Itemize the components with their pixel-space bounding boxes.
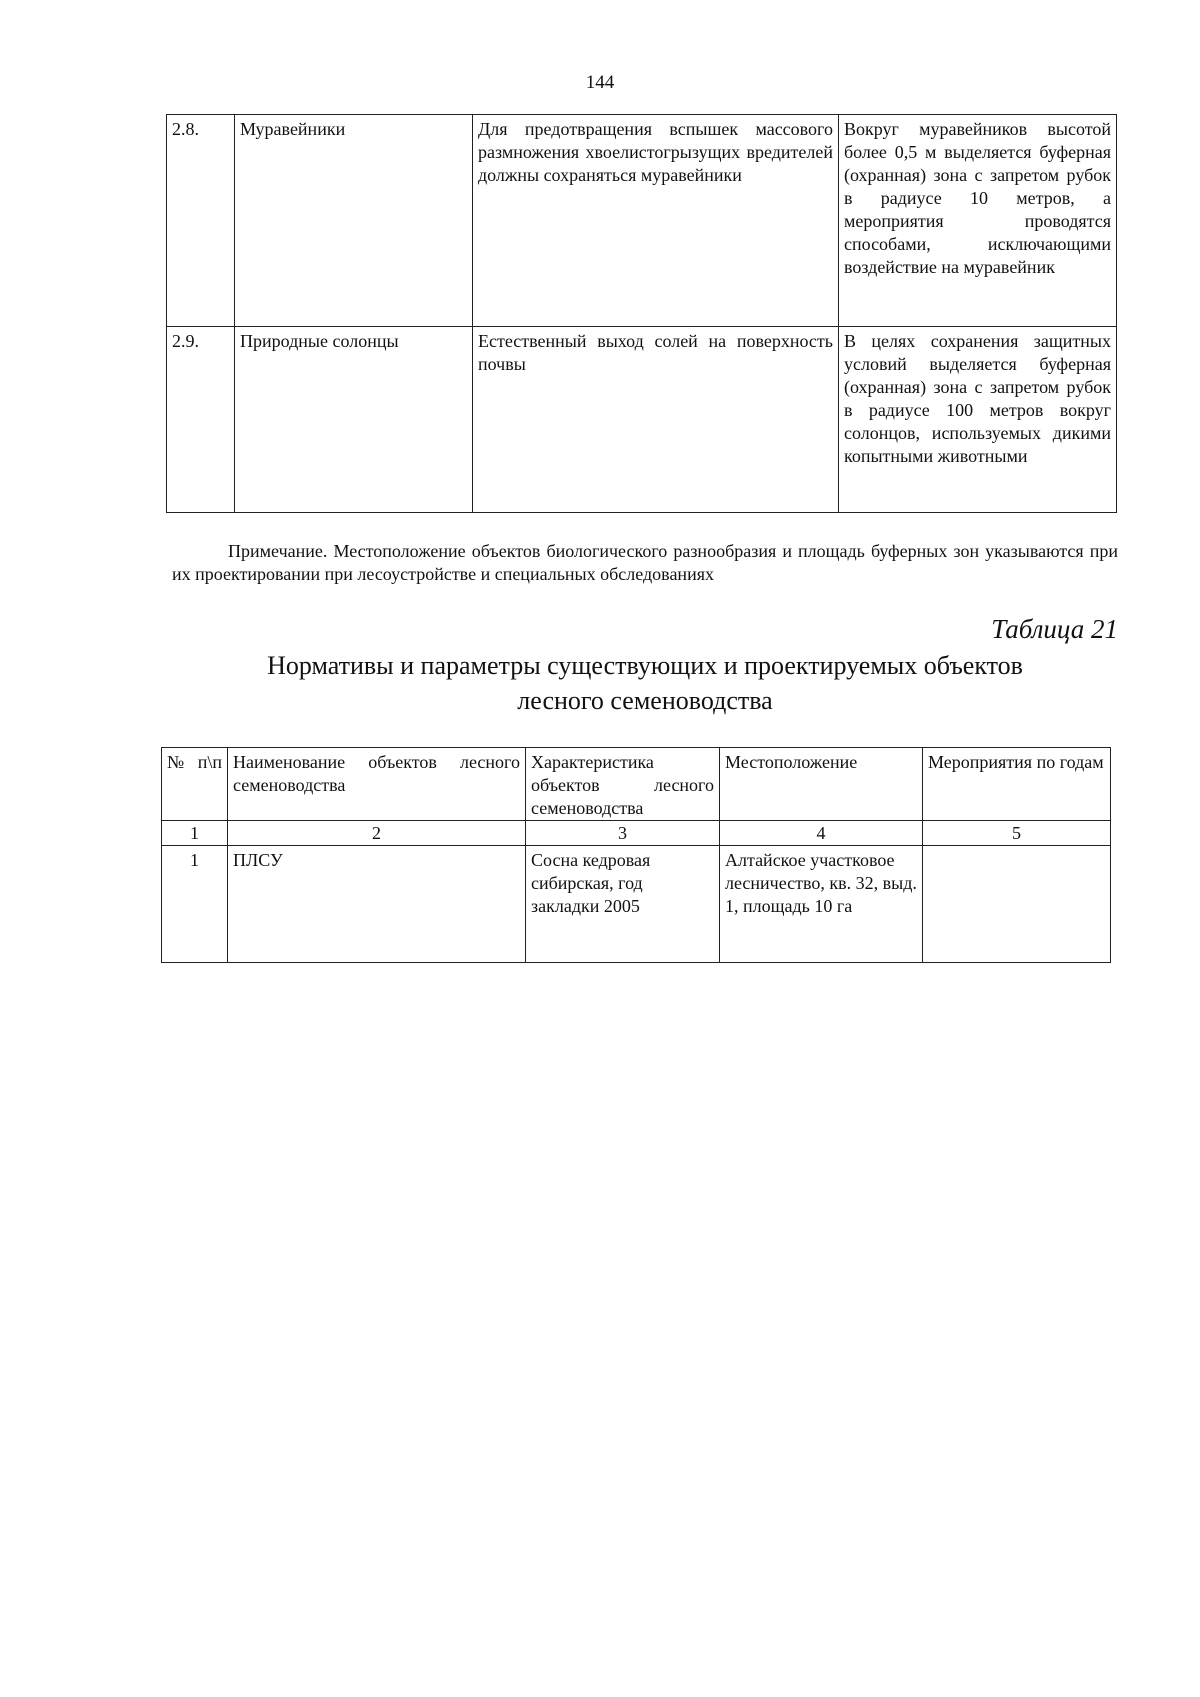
object-measures <box>923 846 1111 963</box>
column-number: 5 <box>923 821 1111 846</box>
row-number: 2.9. <box>167 327 235 513</box>
row-number: 2.8. <box>167 115 235 327</box>
column-number: 2 <box>228 821 526 846</box>
table-note: Примечание. Местоположение объектов биологического разнообразия и площадь буферных зон указываются при их проектировании при лесоустройстве и специальных обследованиях <box>172 541 1118 584</box>
column-number: 3 <box>526 821 720 846</box>
column-header: Наименование объектов лесного семеноводства <box>228 748 526 821</box>
object-measures: В целях сохранения защитных условий выделяется буферная (охранная) зона с запретом рубок в радиусе 100 метров вокруг солонцов, используемых дикими копытными животными <box>839 327 1117 513</box>
column-header: Местоположение <box>720 748 923 821</box>
page-number: 144 <box>585 72 615 93</box>
table-heading-line: Нормативы и параметры существующих и проектируемых объектов <box>267 651 1023 680</box>
object-characteristic: Сосна кедровая сибирская, год закладки 2005 <box>526 846 720 963</box>
seed-objects-table <box>161 747 1111 963</box>
column-header: № п\п <box>162 748 228 821</box>
table-heading <box>240 648 1050 718</box>
biodiversity-table <box>166 114 1117 513</box>
column-number: 1 <box>162 821 228 846</box>
column-number: 4 <box>720 821 923 846</box>
column-header: Мероприятия по годам <box>923 748 1111 821</box>
table-caption: Таблица 21 <box>991 614 1118 644</box>
object-name: ПЛСУ <box>228 846 526 963</box>
table-heading-line: лесного семеноводства <box>517 686 773 715</box>
object-name: Муравейники <box>235 115 473 327</box>
object-description: Для предотвращения вспышек массового размножения хвоелистогрызущих вредителей должны сохраняться муравейники <box>473 115 839 327</box>
column-number-row <box>162 821 1111 846</box>
object-name: Природные солонцы <box>235 327 473 513</box>
table-row <box>167 327 1117 513</box>
object-description: Естественный выход солей на поверхность почвы <box>473 327 839 513</box>
table-row <box>167 115 1117 327</box>
object-measures: Вокруг муравейников высотой более 0,5 м выделяется буферная (охранная) зона с запретом рубок в радиусе 10 метров, а мероприятия проводятся способами, исключающими воздействие на муравейник <box>839 115 1117 327</box>
row-number: 1 <box>162 846 228 963</box>
table-row <box>162 846 1111 963</box>
object-location: Алтайское участковое лесничество, кв. 32, выд. 1, площадь 10 га <box>720 846 923 963</box>
column-header: Характеристика объектов лесного семеноводства <box>526 748 720 821</box>
table-header-row <box>162 748 1111 821</box>
